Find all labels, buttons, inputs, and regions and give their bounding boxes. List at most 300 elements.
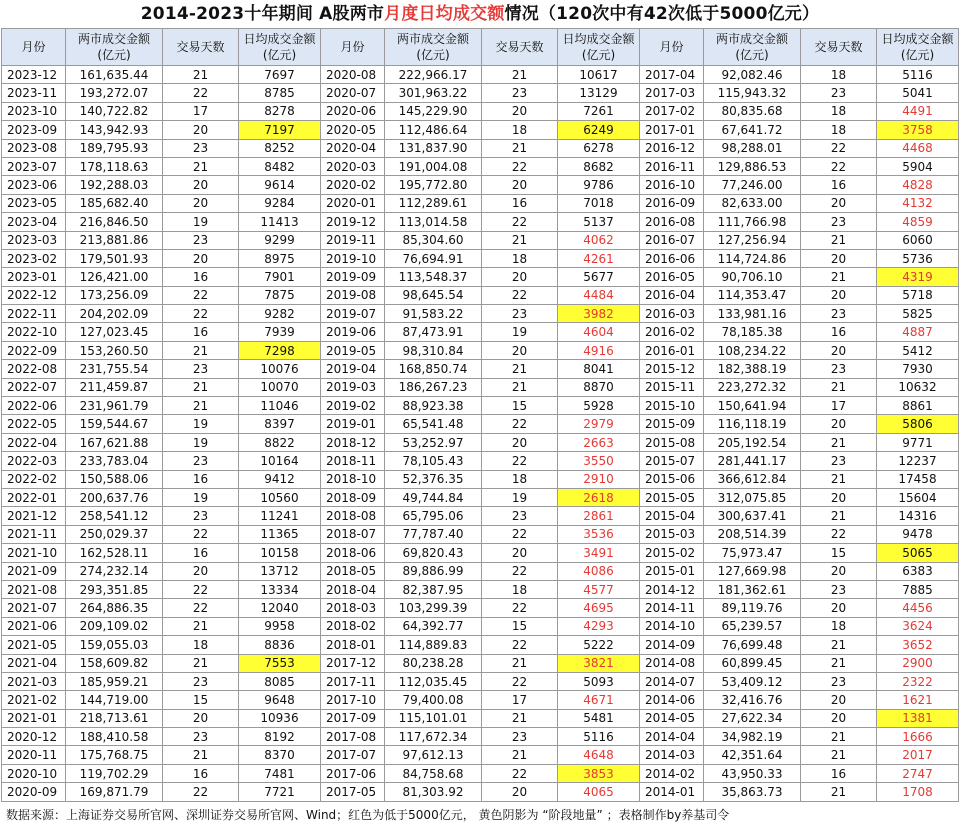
avg-cell: 14316 <box>877 507 959 525</box>
total-cell: 113,548.37 <box>385 268 482 286</box>
days-cell: 15 <box>482 397 558 415</box>
month-cell: 2022-12 <box>2 286 66 304</box>
days-cell: 17 <box>801 397 877 415</box>
month-cell: 2015-08 <box>640 433 704 451</box>
month-cell: 2015-02 <box>640 544 704 562</box>
avg-cell: 5825 <box>877 305 959 323</box>
month-cell: 2017-12 <box>321 654 385 672</box>
total-cell: 143,942.93 <box>66 121 163 139</box>
avg-cell: 4828 <box>877 176 959 194</box>
total-cell: 209,109.02 <box>66 617 163 635</box>
total-cell: 49,744.84 <box>385 488 482 506</box>
total-cell: 116,118.19 <box>704 415 801 433</box>
total-cell: 67,641.72 <box>704 121 801 139</box>
avg-cell: 5806 <box>877 415 959 433</box>
days-cell: 16 <box>801 323 877 341</box>
month-cell: 2016-07 <box>640 231 704 249</box>
total-cell: 65,541.48 <box>385 415 482 433</box>
month-cell: 2023-08 <box>2 139 66 157</box>
table-row <box>2 507 959 525</box>
month-cell: 2019-11 <box>321 231 385 249</box>
avg-cell: 13334 <box>239 580 321 598</box>
avg-cell: 7018 <box>558 194 640 212</box>
month-cell: 2014-05 <box>640 709 704 727</box>
total-cell: 188,410.58 <box>66 728 163 746</box>
avg-cell: 2663 <box>558 433 640 451</box>
total-cell: 189,795.93 <box>66 139 163 157</box>
month-cell: 2014-06 <box>640 691 704 709</box>
month-cell: 2018-10 <box>321 470 385 488</box>
table-row <box>2 286 959 304</box>
total-cell: 366,612.84 <box>704 470 801 488</box>
days-cell: 22 <box>482 599 558 617</box>
month-cell: 2022-03 <box>2 452 66 470</box>
total-cell: 193,272.07 <box>66 84 163 102</box>
month-cell: 2014-03 <box>640 746 704 764</box>
table-row <box>2 397 959 415</box>
month-cell: 2014-11 <box>640 599 704 617</box>
table-row <box>2 783 959 801</box>
avg-cell: 17458 <box>877 470 959 488</box>
avg-cell: 10076 <box>239 360 321 378</box>
days-cell: 16 <box>163 470 239 488</box>
avg-cell: 9282 <box>239 305 321 323</box>
days-cell: 20 <box>801 488 877 506</box>
month-cell: 2018-12 <box>321 433 385 451</box>
total-cell: 98,288.01 <box>704 139 801 157</box>
month-cell: 2019-10 <box>321 249 385 267</box>
avg-cell: 6278 <box>558 139 640 157</box>
avg-cell: 8682 <box>558 157 640 175</box>
total-cell: 115,943.32 <box>704 84 801 102</box>
avg-cell: 8482 <box>239 157 321 175</box>
month-cell: 2023-06 <box>2 176 66 194</box>
avg-cell: 4261 <box>558 249 640 267</box>
avg-cell: 11413 <box>239 213 321 231</box>
avg-cell: 5116 <box>877 66 959 84</box>
days-cell: 21 <box>482 746 558 764</box>
avg-cell: 5718 <box>877 286 959 304</box>
days-cell: 22 <box>801 157 877 175</box>
avg-cell: 5481 <box>558 709 640 727</box>
total-cell: 77,787.40 <box>385 525 482 543</box>
table-row <box>2 249 959 267</box>
total-cell: 85,304.60 <box>385 231 482 249</box>
avg-cell: 7721 <box>239 783 321 801</box>
table-row <box>2 433 959 451</box>
days-cell: 22 <box>482 636 558 654</box>
month-cell: 2017-04 <box>640 66 704 84</box>
avg-cell: 5736 <box>877 249 959 267</box>
month-cell: 2019-08 <box>321 286 385 304</box>
days-cell: 20 <box>163 121 239 139</box>
month-cell: 2022-04 <box>2 433 66 451</box>
title-highlight: 月度日均成交额 <box>384 4 505 24</box>
month-cell: 2018-04 <box>321 580 385 598</box>
total-cell: 43,950.33 <box>704 764 801 782</box>
avg-cell: 7298 <box>239 341 321 359</box>
total-cell: 231,755.54 <box>66 360 163 378</box>
month-cell: 2016-08 <box>640 213 704 231</box>
month-cell: 2023-04 <box>2 213 66 231</box>
table-row <box>2 580 959 598</box>
month-cell: 2019-04 <box>321 360 385 378</box>
month-cell: 2019-06 <box>321 323 385 341</box>
month-cell: 2015-03 <box>640 525 704 543</box>
month-cell: 2022-07 <box>2 378 66 396</box>
avg-cell: 12237 <box>877 452 959 470</box>
days-cell: 23 <box>801 305 877 323</box>
days-cell: 21 <box>163 341 239 359</box>
total-cell: 27,622.34 <box>704 709 801 727</box>
total-cell: 300,637.41 <box>704 507 801 525</box>
days-cell: 20 <box>801 709 877 727</box>
month-cell: 2016-01 <box>640 341 704 359</box>
header-avg: 日均成交金额 (亿元) <box>877 29 959 66</box>
total-cell: 153,260.50 <box>66 341 163 359</box>
avg-cell: 8192 <box>239 728 321 746</box>
month-cell: 2019-05 <box>321 341 385 359</box>
days-cell: 20 <box>163 709 239 727</box>
month-cell: 2017-02 <box>640 102 704 120</box>
days-cell: 21 <box>801 470 877 488</box>
total-cell: 223,272.32 <box>704 378 801 396</box>
days-cell: 21 <box>482 231 558 249</box>
avg-cell: 15604 <box>877 488 959 506</box>
total-cell: 178,118.63 <box>66 157 163 175</box>
days-cell: 20 <box>801 415 877 433</box>
avg-cell: 5137 <box>558 213 640 231</box>
header-days: 交易天数 <box>163 29 239 66</box>
days-cell: 22 <box>482 286 558 304</box>
days-cell: 19 <box>163 415 239 433</box>
month-cell: 2016-12 <box>640 139 704 157</box>
total-cell: 98,310.84 <box>385 341 482 359</box>
month-cell: 2023-07 <box>2 157 66 175</box>
days-cell: 16 <box>163 268 239 286</box>
month-cell: 2018-02 <box>321 617 385 635</box>
table-row <box>2 121 959 139</box>
avg-cell: 4859 <box>877 213 959 231</box>
table-row <box>2 157 959 175</box>
days-cell: 23 <box>163 452 239 470</box>
total-cell: 113,014.58 <box>385 213 482 231</box>
days-cell: 20 <box>482 783 558 801</box>
title-part1: 2014-2023十年期间 A股两市 <box>140 4 385 24</box>
month-cell: 2021-04 <box>2 654 66 672</box>
days-cell: 21 <box>163 397 239 415</box>
total-cell: 53,252.97 <box>385 433 482 451</box>
avg-cell: 4604 <box>558 323 640 341</box>
total-cell: 80,835.68 <box>704 102 801 120</box>
days-cell: 21 <box>482 66 558 84</box>
days-cell: 21 <box>801 728 877 746</box>
month-cell: 2014-01 <box>640 783 704 801</box>
days-cell: 23 <box>482 507 558 525</box>
table-body <box>2 66 959 802</box>
days-cell: 21 <box>482 139 558 157</box>
days-cell: 22 <box>482 415 558 433</box>
month-cell: 2018-05 <box>321 562 385 580</box>
total-cell: 185,959.21 <box>66 672 163 690</box>
days-cell: 23 <box>163 672 239 690</box>
avg-cell: 8278 <box>239 102 321 120</box>
total-cell: 205,192.54 <box>704 433 801 451</box>
days-cell: 21 <box>801 783 877 801</box>
header-row <box>2 29 959 66</box>
header-avg: 日均成交金额 (亿元) <box>239 29 321 66</box>
month-cell: 2017-10 <box>321 691 385 709</box>
total-cell: 208,514.39 <box>704 525 801 543</box>
avg-cell: 8822 <box>239 433 321 451</box>
month-cell: 2017-09 <box>321 709 385 727</box>
total-cell: 192,288.03 <box>66 176 163 194</box>
days-cell: 21 <box>163 654 239 672</box>
month-cell: 2018-03 <box>321 599 385 617</box>
month-cell: 2016-10 <box>640 176 704 194</box>
total-cell: 65,795.06 <box>385 507 482 525</box>
days-cell: 16 <box>801 176 877 194</box>
total-cell: 169,871.79 <box>66 783 163 801</box>
month-cell: 2023-12 <box>2 66 66 84</box>
total-cell: 181,362.61 <box>704 580 801 598</box>
month-cell: 2023-09 <box>2 121 66 139</box>
header-total: 两市成交金额 (亿元) <box>385 29 482 66</box>
days-cell: 21 <box>801 746 877 764</box>
avg-cell: 10936 <box>239 709 321 727</box>
header-month: 月份 <box>2 29 66 66</box>
days-cell: 21 <box>482 360 558 378</box>
month-cell: 2022-05 <box>2 415 66 433</box>
table-row <box>2 194 959 212</box>
days-cell: 17 <box>163 102 239 120</box>
month-cell: 2018-09 <box>321 488 385 506</box>
month-cell: 2020-09 <box>2 783 66 801</box>
avg-cell: 4086 <box>558 562 640 580</box>
days-cell: 23 <box>163 507 239 525</box>
table-row <box>2 213 959 231</box>
avg-cell: 8397 <box>239 415 321 433</box>
month-cell: 2019-02 <box>321 397 385 415</box>
total-cell: 81,303.92 <box>385 783 482 801</box>
total-cell: 32,416.76 <box>704 691 801 709</box>
avg-cell: 8870 <box>558 378 640 396</box>
total-cell: 108,234.22 <box>704 341 801 359</box>
avg-cell: 5041 <box>877 84 959 102</box>
days-cell: 19 <box>482 488 558 506</box>
days-cell: 18 <box>482 249 558 267</box>
total-cell: 82,633.00 <box>704 194 801 212</box>
avg-cell: 9958 <box>239 617 321 635</box>
days-cell: 20 <box>801 286 877 304</box>
total-cell: 34,982.19 <box>704 728 801 746</box>
days-cell: 15 <box>482 617 558 635</box>
total-cell: 111,766.98 <box>704 213 801 231</box>
month-cell: 2016-06 <box>640 249 704 267</box>
avg-cell: 2017 <box>877 746 959 764</box>
month-cell: 2023-10 <box>2 102 66 120</box>
total-cell: 222,966.17 <box>385 66 482 84</box>
total-cell: 79,400.08 <box>385 691 482 709</box>
days-cell: 22 <box>482 452 558 470</box>
total-cell: 42,351.64 <box>704 746 801 764</box>
days-cell: 19 <box>163 433 239 451</box>
month-cell: 2015-06 <box>640 470 704 488</box>
days-cell: 23 <box>482 305 558 323</box>
total-cell: 264,886.35 <box>66 599 163 617</box>
avg-cell: 9299 <box>239 231 321 249</box>
avg-cell: 7885 <box>877 580 959 598</box>
month-cell: 2018-11 <box>321 452 385 470</box>
month-cell: 2014-10 <box>640 617 704 635</box>
avg-cell: 1381 <box>877 709 959 727</box>
avg-cell: 4132 <box>877 194 959 212</box>
total-cell: 158,609.82 <box>66 654 163 672</box>
avg-cell: 3853 <box>558 764 640 782</box>
days-cell: 20 <box>163 249 239 267</box>
month-cell: 2021-11 <box>2 525 66 543</box>
month-cell: 2021-12 <box>2 507 66 525</box>
avg-cell: 1708 <box>877 783 959 801</box>
days-cell: 23 <box>482 728 558 746</box>
avg-cell: 10070 <box>239 378 321 396</box>
month-cell: 2017-06 <box>321 764 385 782</box>
total-cell: 77,246.00 <box>704 176 801 194</box>
days-cell: 20 <box>801 194 877 212</box>
month-cell: 2018-07 <box>321 525 385 543</box>
month-cell: 2019-07 <box>321 305 385 323</box>
avg-cell: 3550 <box>558 452 640 470</box>
total-cell: 75,973.47 <box>704 544 801 562</box>
month-cell: 2022-08 <box>2 360 66 378</box>
month-cell: 2018-06 <box>321 544 385 562</box>
days-cell: 22 <box>482 562 558 580</box>
avg-cell: 8370 <box>239 746 321 764</box>
avg-cell: 5904 <box>877 157 959 175</box>
total-cell: 133,981.16 <box>704 305 801 323</box>
avg-cell: 2910 <box>558 470 640 488</box>
table-row <box>2 654 959 672</box>
days-cell: 20 <box>482 341 558 359</box>
table-row <box>2 102 959 120</box>
days-cell: 16 <box>163 544 239 562</box>
days-cell: 23 <box>163 728 239 746</box>
month-cell: 2021-03 <box>2 672 66 690</box>
month-cell: 2016-04 <box>640 286 704 304</box>
avg-cell: 4468 <box>877 139 959 157</box>
month-cell: 2021-02 <box>2 691 66 709</box>
total-cell: 87,473.91 <box>385 323 482 341</box>
table-row <box>2 231 959 249</box>
total-cell: 127,669.98 <box>704 562 801 580</box>
month-cell: 2018-01 <box>321 636 385 654</box>
month-cell: 2018-08 <box>321 507 385 525</box>
month-cell: 2019-03 <box>321 378 385 396</box>
month-cell: 2020-10 <box>2 764 66 782</box>
avg-cell: 7930 <box>877 360 959 378</box>
table-row <box>2 176 959 194</box>
avg-cell: 9771 <box>877 433 959 451</box>
page-title <box>0 0 960 28</box>
total-cell: 90,706.10 <box>704 268 801 286</box>
avg-cell: 8041 <box>558 360 640 378</box>
total-cell: 88,923.38 <box>385 397 482 415</box>
avg-cell: 5677 <box>558 268 640 286</box>
month-cell: 2019-01 <box>321 415 385 433</box>
month-cell: 2014-02 <box>640 764 704 782</box>
table-row <box>2 544 959 562</box>
month-cell: 2021-09 <box>2 562 66 580</box>
total-cell: 159,055.03 <box>66 636 163 654</box>
avg-cell: 5412 <box>877 341 959 359</box>
table-row <box>2 672 959 690</box>
table-row <box>2 84 959 102</box>
total-cell: 98,645.54 <box>385 286 482 304</box>
avg-cell: 1666 <box>877 728 959 746</box>
days-cell: 16 <box>801 764 877 782</box>
month-cell: 2017-05 <box>321 783 385 801</box>
avg-cell: 2900 <box>877 654 959 672</box>
days-cell: 22 <box>163 84 239 102</box>
total-cell: 231,961.79 <box>66 397 163 415</box>
avg-cell: 4456 <box>877 599 959 617</box>
days-cell: 21 <box>801 378 877 396</box>
table-row <box>2 415 959 433</box>
days-cell: 18 <box>801 66 877 84</box>
month-cell: 2020-03 <box>321 157 385 175</box>
avg-cell: 7875 <box>239 286 321 304</box>
month-cell: 2019-12 <box>321 213 385 231</box>
days-cell: 22 <box>163 599 239 617</box>
avg-cell: 11241 <box>239 507 321 525</box>
month-cell: 2021-01 <box>2 709 66 727</box>
month-cell: 2015-01 <box>640 562 704 580</box>
total-cell: 129,886.53 <box>704 157 801 175</box>
month-cell: 2023-03 <box>2 231 66 249</box>
total-cell: 112,486.64 <box>385 121 482 139</box>
month-cell: 2021-05 <box>2 636 66 654</box>
days-cell: 23 <box>482 84 558 102</box>
days-cell: 22 <box>163 305 239 323</box>
days-cell: 18 <box>801 617 877 635</box>
days-cell: 23 <box>163 231 239 249</box>
total-cell: 200,637.76 <box>66 488 163 506</box>
month-cell: 2015-07 <box>640 452 704 470</box>
month-cell: 2016-05 <box>640 268 704 286</box>
days-cell: 23 <box>801 452 877 470</box>
month-cell: 2022-11 <box>2 305 66 323</box>
month-cell: 2015-10 <box>640 397 704 415</box>
month-cell: 2017-03 <box>640 84 704 102</box>
total-cell: 191,004.08 <box>385 157 482 175</box>
days-cell: 15 <box>801 544 877 562</box>
avg-cell: 2618 <box>558 488 640 506</box>
days-cell: 22 <box>482 672 558 690</box>
days-cell: 21 <box>482 378 558 396</box>
total-cell: 145,229.90 <box>385 102 482 120</box>
table-row <box>2 728 959 746</box>
total-cell: 82,387.95 <box>385 580 482 598</box>
total-cell: 216,846.50 <box>66 213 163 231</box>
avg-cell: 4648 <box>558 746 640 764</box>
avg-cell: 11046 <box>239 397 321 415</box>
avg-cell: 3652 <box>877 636 959 654</box>
total-cell: 233,783.04 <box>66 452 163 470</box>
month-cell: 2020-02 <box>321 176 385 194</box>
avg-cell: 6249 <box>558 121 640 139</box>
total-cell: 140,722.82 <box>66 102 163 120</box>
days-cell: 23 <box>801 360 877 378</box>
